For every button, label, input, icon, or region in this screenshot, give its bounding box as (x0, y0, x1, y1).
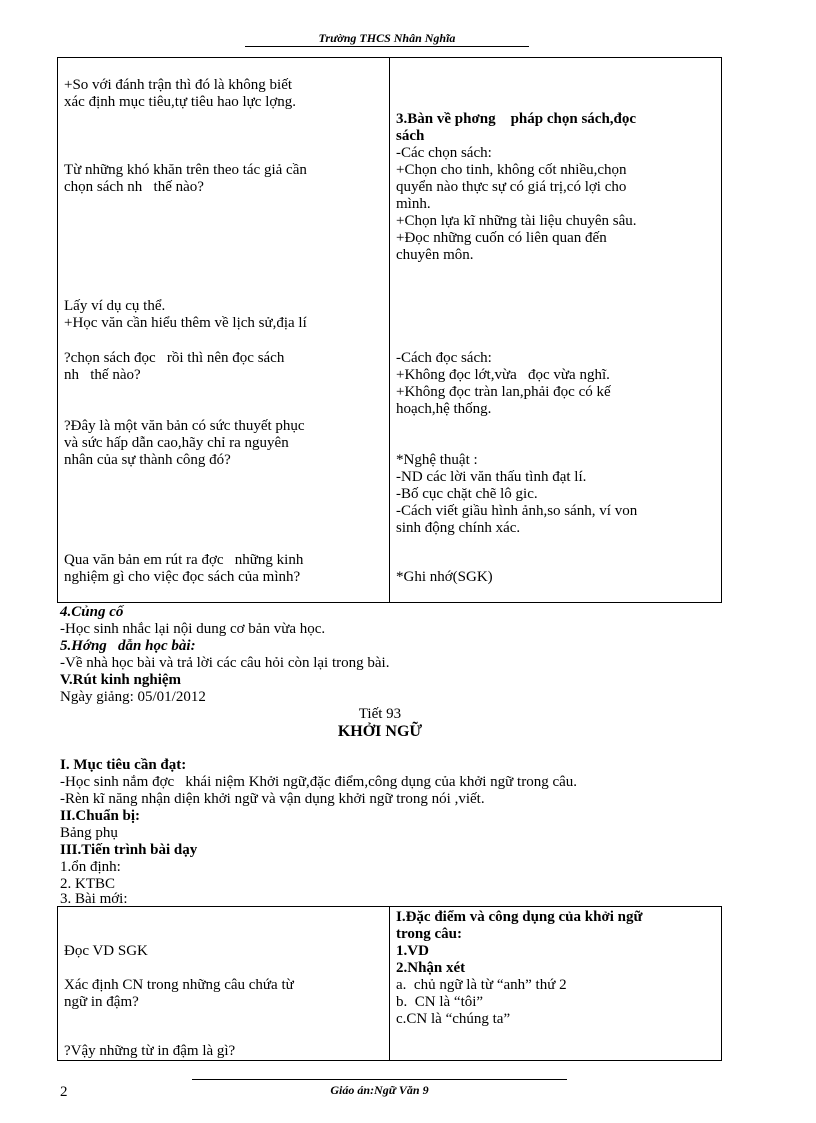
t1-left-line: ?Đây là một văn bản có sức thuyết phục (64, 418, 305, 434)
t1-left-line: Lấy ví dụ cụ thể. (64, 298, 166, 314)
t2-section-heading: I.Đặc điểm và công dụng của khởi ngữ (396, 909, 643, 925)
teaching-date: Ngày giảng: 05/01/2012 (60, 689, 206, 705)
t1-left-line: nh thế nào? (64, 367, 141, 383)
lesson-number: Tiết 93 (358, 706, 402, 722)
t1-right-line: -Bố cục chặt chẽ lô gic. (396, 486, 538, 502)
huong-dan-text: -Về nhà học bài và trả lời các câu hỏi còn lại trong bài. (60, 655, 390, 671)
t1-left-line: nhân của sự thành công đó? (64, 452, 231, 468)
t1-right-line: +Chọn cho tinh, không cốt nhiều,chọn (396, 162, 627, 178)
step-on-dinh: 1.ổn định: (60, 859, 121, 875)
t2-right-line: c.CN là “chúng ta” (396, 1011, 511, 1027)
t1-left-line: Từ những khó khăn trên theo tác giả cần (64, 162, 307, 178)
t2-section-heading: 1.VD (396, 943, 429, 959)
t1-right-line: -Cách đọc sách: (396, 350, 492, 366)
table-1-divider (389, 57, 390, 602)
t1-right-line: +Không đọc lớt,vừa đọc vừa nghĩ. (396, 367, 610, 383)
t1-right-line: *Ghi nhớ(SGK) (396, 569, 493, 585)
section-chuan-bi: II.Chuẩn bị: (60, 808, 141, 824)
page-header: Trường THCS Nhân Nghĩa (318, 31, 456, 45)
section-tien-trinh: III.Tiến trình bài dạy (60, 842, 198, 858)
step-bai-moi: 3. Bài mới: (60, 891, 128, 907)
t2-left-line: Xác định CN trong những câu chứa từ (64, 977, 294, 993)
section-rut-kinh-nghiem: V.Rút kinh nghiệm (60, 672, 182, 688)
t2-section-heading: 2.Nhận xét (396, 960, 466, 976)
footer-rule (192, 1079, 567, 1080)
t1-right-line: +Không đọc tràn lan,phải đọc có kế (396, 384, 611, 400)
muc-tieu-item: -Rèn kĩ năng nhận diện khởi ngữ và vận dụng khởi ngữ trong nói ,viết. (60, 791, 485, 807)
section-huong-dan: 5.Hớng dẫn học bài: (60, 638, 196, 654)
t1-left-line: +So với đánh trận thì đó là không biết (64, 77, 293, 93)
cung-co-text: -Học sinh nhắc lại nội dung cơ bản vừa học. (60, 621, 326, 637)
t1-right-line: +Chọn lựa kĩ những tài liệu chuyên sâu. (396, 213, 637, 229)
t1-left-line: xác định mục tiêu,tự tiêu hao lực lợng. (64, 94, 297, 110)
t2-section-heading: trong câu: (396, 926, 462, 942)
t2-left-line: ngữ in đậm? (64, 994, 139, 1010)
t1-right-line: +Đọc những cuốn có liên quan đến (396, 230, 607, 246)
t1-right-line: *Nghệ thuật : (396, 452, 478, 468)
t1-right-line: sinh động chính xác. (396, 520, 521, 536)
t1-right-line: hoạch,hệ thống. (396, 401, 492, 417)
header-rule (245, 46, 529, 47)
t1-right-line: -ND các lời văn thấu tình đạt lí. (396, 469, 587, 485)
step-ktbc: 2. KTBC (60, 876, 116, 892)
t2-right-line: b. CN là “tôi” (396, 994, 484, 1010)
page-number: 2 (60, 1084, 68, 1100)
t1-right-line: mình. (396, 196, 431, 212)
section-muc-tieu: I. Mục tiêu cần đạt: (60, 757, 187, 773)
t1-left-line: chọn sách nh thế nào? (64, 179, 204, 195)
t1-left-line: +Học văn cần hiểu thêm về lịch sử,địa lí (64, 315, 307, 331)
section-cung-co: 4.Củng cố (60, 604, 124, 620)
lesson-title: KHỞI NGỮ (337, 723, 423, 740)
t1-right-line: quyển nào thực sự có giá trị,có lợi cho (396, 179, 627, 195)
t2-left-line: Đọc VD SGK (64, 943, 148, 959)
t1-left-line: và sức hấp dẫn cao,hãy chỉ ra nguyên (64, 435, 289, 451)
t1-section-heading: 3.Bàn về phơng pháp chọn sách,đọc (396, 111, 637, 127)
t1-left-line: nghiệm gì cho việc đọc sách của mình? (64, 569, 301, 585)
t1-left-line: Qua văn bản em rút ra đợc những kinh (64, 552, 304, 568)
chuan-bi-text: Bảng phụ (60, 825, 118, 841)
t1-right-line: -Cách viết giầu hình ảnh,so sánh, ví von (396, 503, 638, 519)
t1-right-line: chuyên môn. (396, 247, 474, 263)
t2-left-line: ?Vậy những từ in đậm là gì? (64, 1043, 236, 1059)
t1-right-line: -Các chọn sách: (396, 145, 492, 161)
footer-label: Giáo án:Ngữ Văn 9 (330, 1083, 429, 1097)
t1-section-heading: sách (396, 128, 425, 144)
muc-tieu-item: -Học sinh nắm đợc khái niệm Khởi ngữ,đặc điểm,công dụng của khởi ngữ trong câu. (60, 774, 578, 790)
t2-right-line: a. chủ ngữ là từ “anh” thứ 2 (396, 977, 567, 993)
t1-left-line: ?chọn sách đọc rồi thì nên đọc sách (64, 350, 285, 366)
table-2-divider (389, 906, 390, 1060)
